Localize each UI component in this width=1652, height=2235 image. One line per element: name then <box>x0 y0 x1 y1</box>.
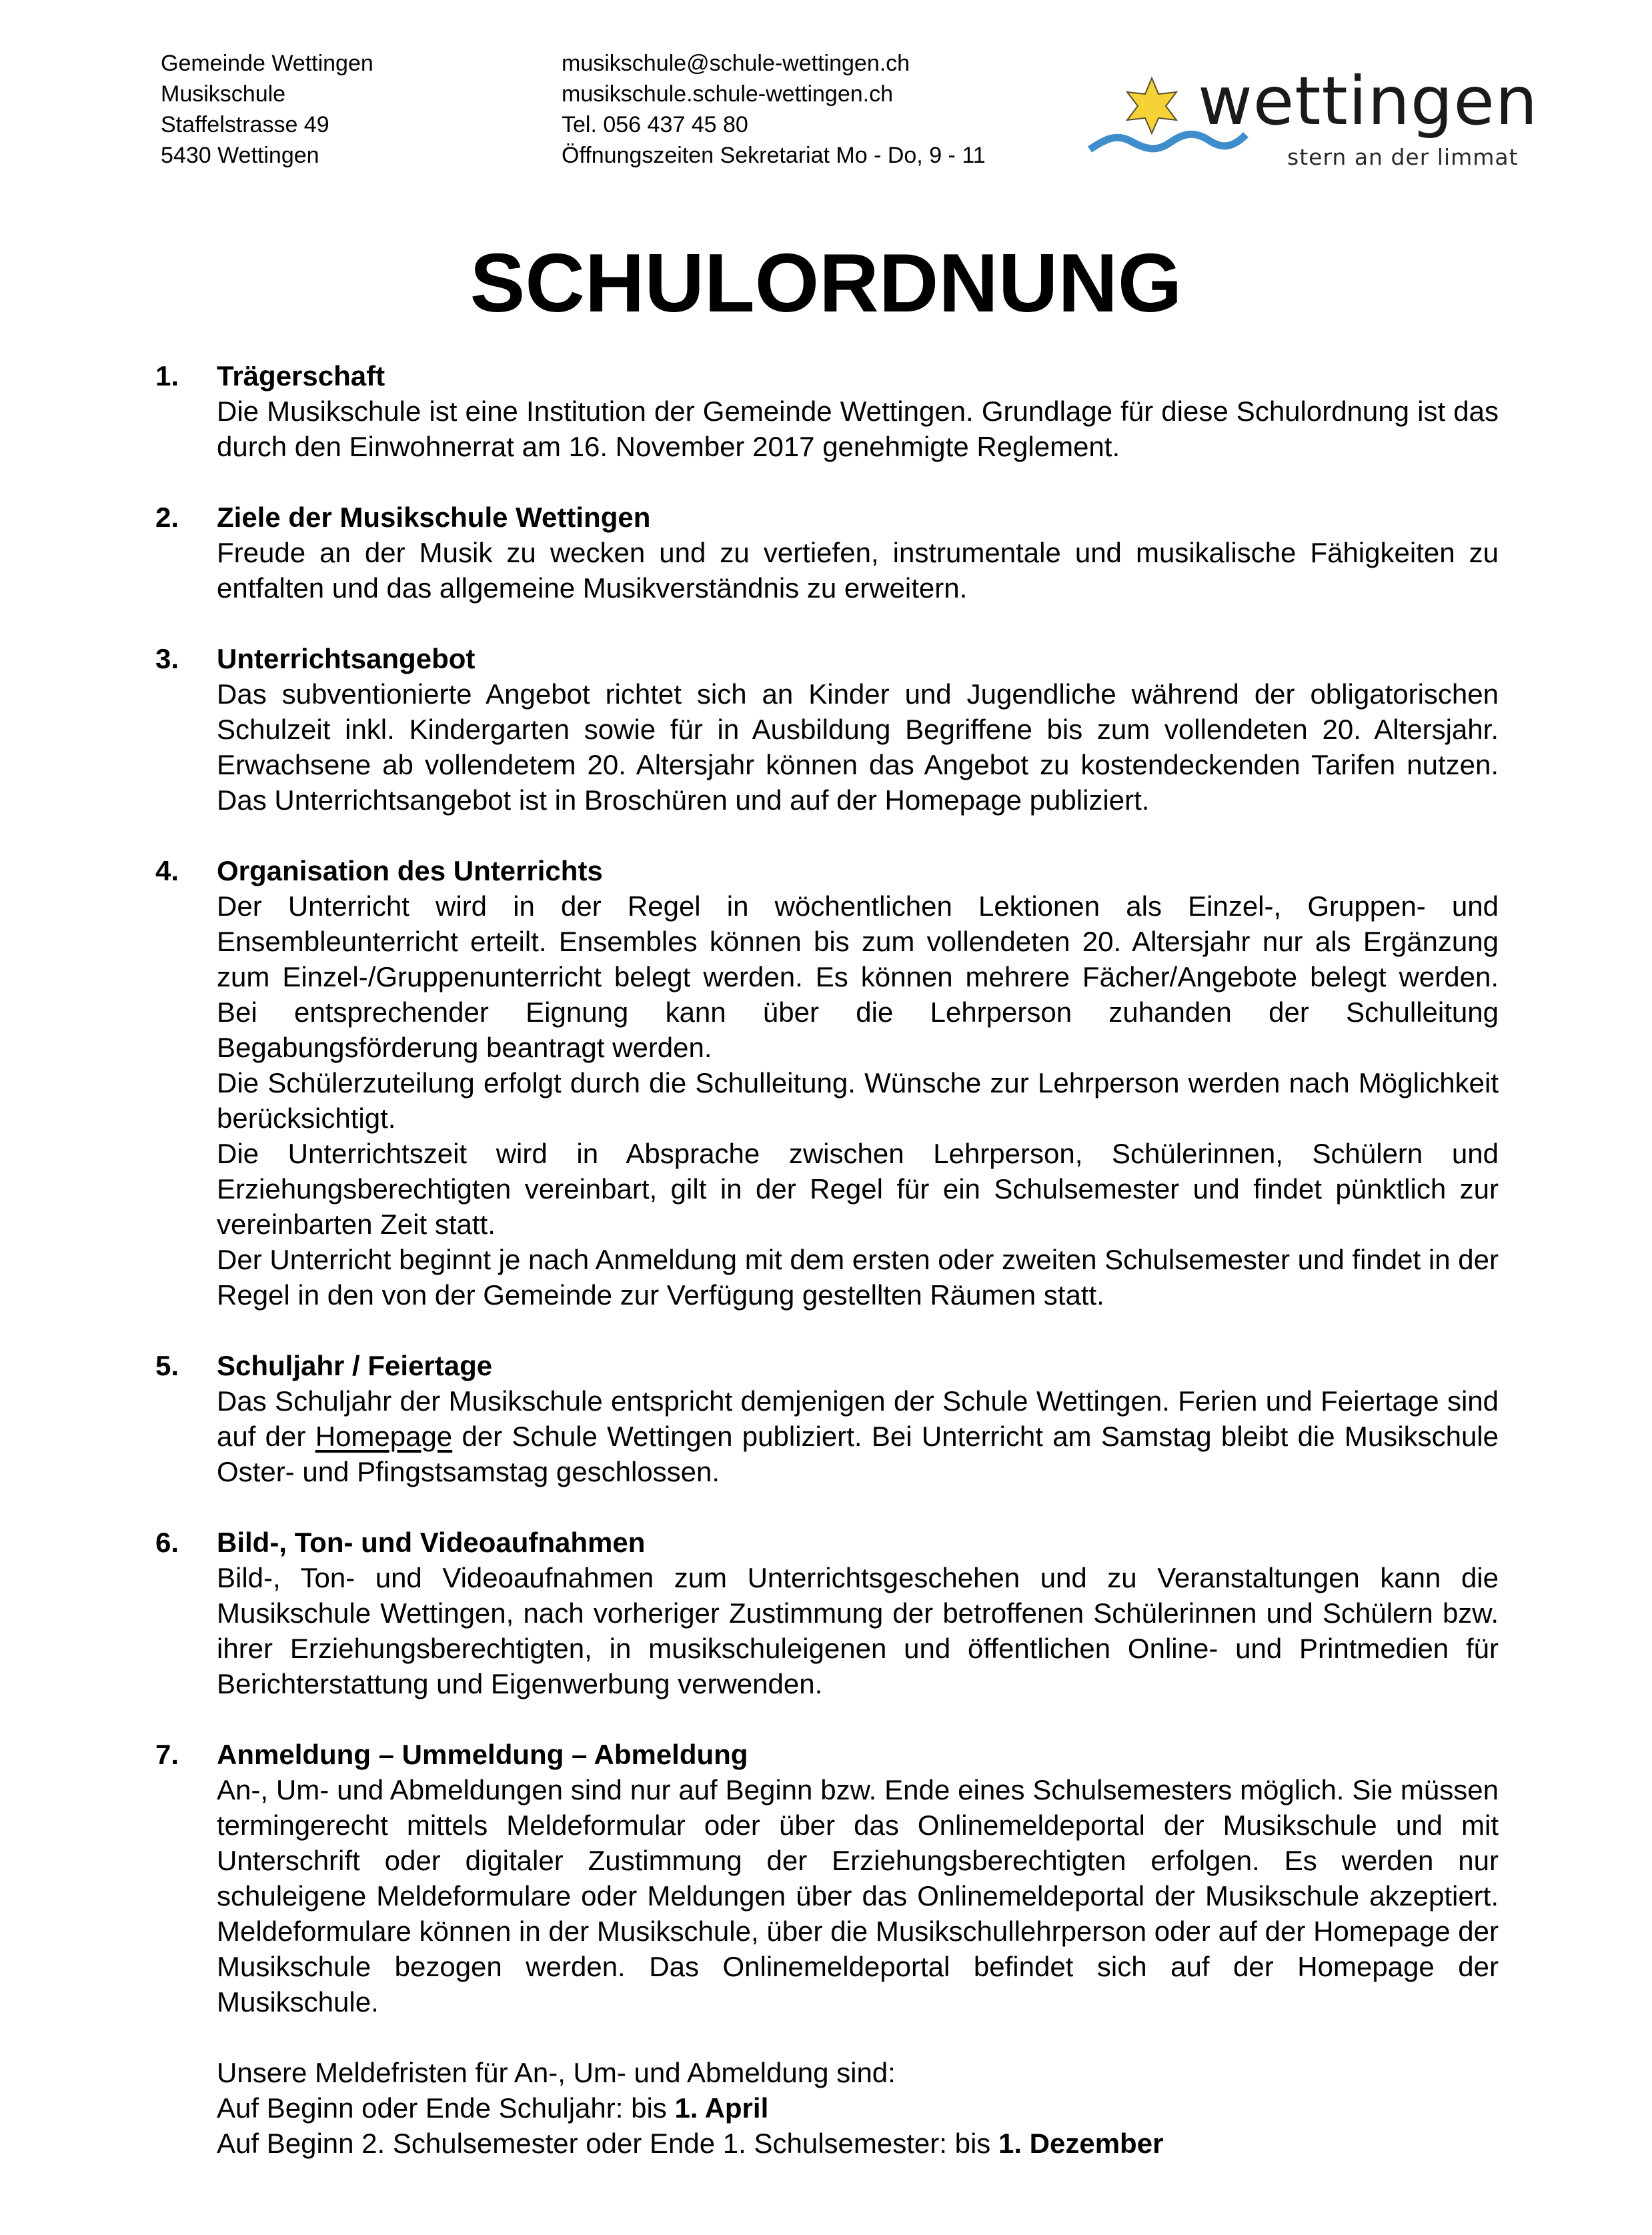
deadline-label: Auf Beginn 2. Schulsemester oder Ende 1. Schulsemester: bis <box>217 2128 998 2159</box>
section-anmeldung <box>155 1737 1499 2161</box>
section-number: 1. <box>155 360 179 392</box>
section-unterrichtsangebot <box>155 641 1499 818</box>
section-paragraph: Das subventionierte Angebot richtet sich an Kinder und Jugendliche während der obligatorischen Schulzeit inkl. Kindergarten sowie für in Ausbildung Begriffene bis zum vollendeten 20. Altersjahr. Erwachsene ab vollendetem 20. Altersjahr können das Angebot zu kostendeckenden Tarifen nutzen. Das Unterrichtsangebot ist in Broschüren und auf der Homepage publiziert. <box>217 678 1499 816</box>
deadline-date: 1. April <box>674 2092 769 2124</box>
paragraph-text: Das Schuljahr der Musikschule entspricht demjenigen der Schule Wettingen. Ferien und Feiertage sind auf der <box>217 1385 1499 1452</box>
section-number: 6. <box>155 1527 179 1558</box>
deadline-label: Auf Beginn oder Ende Schuljahr: bis <box>217 2092 675 2124</box>
contact-phone: Tel. 056 437 45 80 <box>562 112 748 137</box>
deadline-date: 1. Dezember <box>998 2128 1164 2159</box>
section-heading: Bild-, Ton- und Videoaufnahmen <box>217 1527 646 1558</box>
deadline-semester <box>217 2126 1499 2161</box>
logo-tagline: stern an der limmat <box>1287 144 1519 170</box>
section-ziele <box>155 500 1499 606</box>
homepage-link[interactable]: Homepage <box>315 1421 453 1452</box>
contact-website: musikschule.schule-wettingen.ch <box>562 81 894 107</box>
section-heading: Schuljahr / Feiertage <box>217 1350 493 1381</box>
section-paragraph: Bild-, Ton- und Videoaufnahmen zum Unterrichtsgeschehen und zu Veranstaltungen kann die Musikschule Wettingen, nach vorheriger Zustimmung der betroffenen Schülerinnen und Schülern bzw. ihrer Erziehungsberechtigten, in musikschuleigenen und öffentlichen Online- und Printmedien für Berichterstattung und Eigenwerbung verwenden. <box>217 1562 1499 1699</box>
contact-email: musikschule@schule-wettingen.ch <box>562 51 910 76</box>
section-paragraph: Die Schülerzuteilung erfolgt durch die Schulleitung. Wünsche zur Lehrperson werden nach Möglichkeit berücksichtigt. <box>217 1067 1499 1134</box>
section-paragraph: Die Unterrichtszeit wird in Absprache zwischen Lehrperson, Schülerinnen, Schülern und Erziehungsberechtigten vereinbart, gilt in der Regel für ein Schulsemester und findet pünktlich zur vereinbarten Zeit statt. <box>217 1138 1499 1240</box>
section-traegerschaft <box>155 358 1499 464</box>
section-number: 2. <box>155 502 179 533</box>
deadlines-intro: Unsere Meldefristen für An-, Um- und Abmeldung sind: <box>217 2057 896 2088</box>
letterhead-contact <box>562 48 986 171</box>
org-city: 5430 Wettingen <box>161 143 319 168</box>
section-number: 5. <box>155 1350 179 1381</box>
section-heading: Trägerschaft <box>217 360 385 392</box>
section-organisation <box>155 853 1499 1313</box>
section-heading: Organisation des Unterrichts <box>217 855 603 886</box>
paragraph-text: der Schule Wettingen publiziert. Bei Unterricht am Samstag bleibt die Musikschule Oster- und Pfingstsamstag geschlossen. <box>217 1421 1499 1487</box>
section-number: 7. <box>155 1739 179 1770</box>
section-paragraph: Der Unterricht beginnt je nach Anmeldung mit dem ersten oder zweiten Schulsemester und findet in der Regel in den von der Gemeinde zur Verfügung gestellten Räumen statt. <box>217 1244 1499 1311</box>
section-schuljahr <box>155 1348 1499 1489</box>
section-number: 3. <box>155 643 179 674</box>
section-heading: Anmeldung – Ummeldung – Abmeldung <box>217 1739 748 1770</box>
org-department: Musikschule <box>161 81 286 107</box>
section-paragraph: An-, Um- und Abmeldungen sind nur auf Beginn bzw. Ende eines Schulsemesters möglich. Sie müssen termingerecht mittels Meldeformular oder über das Onlinemeldeportal der Musikschule und mit Unterschrift oder digitaler Zustimmung der Erziehungsberechtigten erfolgen. Es werden nur schuleigene Meldeformulare oder Meldungen über das Onlinemeldeportal der Musikschule akzeptiert. Meldeformulare können in der Musikschule, über die Musikschullehrperson oder auf der Homepage der Musikschule bezogen werden. Das Onlinemeldeportal befindet sich auf der Homepage der Musikschule. <box>217 1774 1499 2018</box>
section-heading: Ziele der Musikschule Wettingen <box>217 502 651 533</box>
section-number: 4. <box>155 855 179 886</box>
section-heading: Unterrichtsangebot <box>217 643 476 674</box>
section-paragraph: Die Musikschule ist eine Institution der Gemeinde Wettingen. Grundlage für diese Schulordnung ist das durch den Einwohnerrat am 16. November 2017 genehmigte Reglement. <box>217 396 1499 462</box>
org-street: Staffelstrasse 49 <box>161 112 329 137</box>
letterhead-address <box>161 48 373 171</box>
contact-office-hours: Öffnungszeiten Sekretariat Mo - Do, 9 - 11 <box>562 143 986 168</box>
section-aufnahmen <box>155 1525 1499 1701</box>
page-title: SCHULORDNUNG <box>470 237 1182 329</box>
logo-wordmark: wettingen <box>1198 62 1539 140</box>
section-paragraph: Der Unterricht wird in der Regel in wöchentlichen Lektionen als Einzel-, Gruppen- und Ensembleunterricht erteilt. Ensembles können bis zum vollendeten 20. Altersjahr nur als Ergänzung zum Einzel-/Gruppenunterricht belegt werden. Es können mehrere Fächer/Angebote belegt werden. Bei entsprechender Eignung kann über die Lehrperson zuhanden der Schulleitung Begabungsförderung beantragt werden. <box>217 890 1499 1063</box>
deadline-school-year <box>217 2090 1499 2126</box>
section-paragraph: Freude an der Musik zu wecken und zu vertiefen, instrumentale und musikalische Fähigkeiten zu entfalten und das allgemeine Musikverständnis zu erweitern. <box>217 537 1499 604</box>
spacer <box>217 2020 1499 2055</box>
section-paragraph <box>217 1383 1499 1489</box>
document-body <box>155 358 1499 2196</box>
star-icon <box>1127 78 1176 133</box>
org-name: Gemeinde Wettingen <box>161 51 373 76</box>
wettingen-logo <box>1087 62 1539 173</box>
